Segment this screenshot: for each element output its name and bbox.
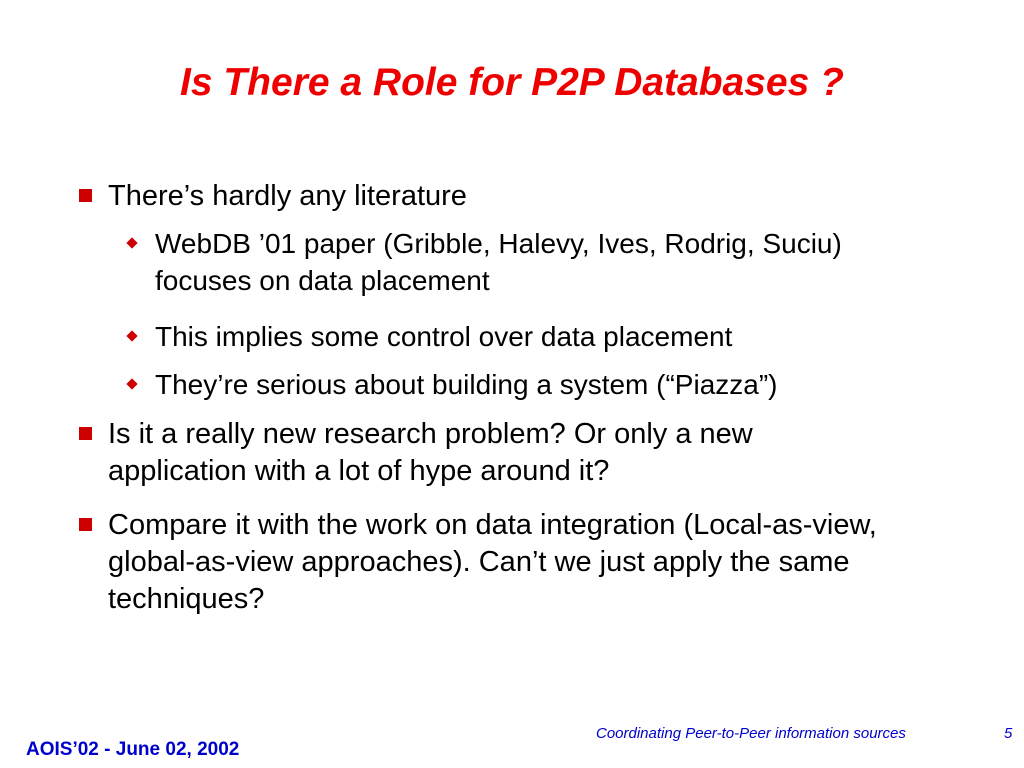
square-bullet-icon — [79, 427, 92, 440]
slide-page-number: 5 — [1004, 725, 1013, 742]
diamond-bullet-icon — [126, 237, 137, 248]
diamond-bullet-icon — [126, 378, 137, 389]
sub-bullet-text: They’re serious about building a system (“Piazza”) — [155, 369, 778, 400]
square-bullet-icon — [79, 189, 92, 202]
footer-conference-date: AOIS’02 - June 02, 2002 — [26, 739, 240, 760]
footer-presentation-title: Coordinating Peer-to-Peer information sources — [596, 725, 906, 742]
bullet-text: Compare it with the work on data integration (Local-as-view, global-as-view approaches). Can’t we just apply the same techniques? — [108, 509, 877, 615]
bullet-text: Is it a really new research problem? Or only a new application with a lot of hype around it? — [108, 418, 753, 487]
sub-bullet-text: WebDB ’01 paper (Gribble, Halevy, Ives, Rodrig, Suciu) focuses on data placement — [155, 228, 842, 296]
sub-bullet-text: This implies some control over data placement — [155, 321, 733, 352]
slide-title: Is There a Role for P2P Databases ? — [180, 61, 844, 104]
diamond-bullet-icon — [126, 330, 137, 341]
square-bullet-icon — [79, 518, 92, 531]
bullet-text: There’s hardly any literature — [108, 180, 467, 212]
